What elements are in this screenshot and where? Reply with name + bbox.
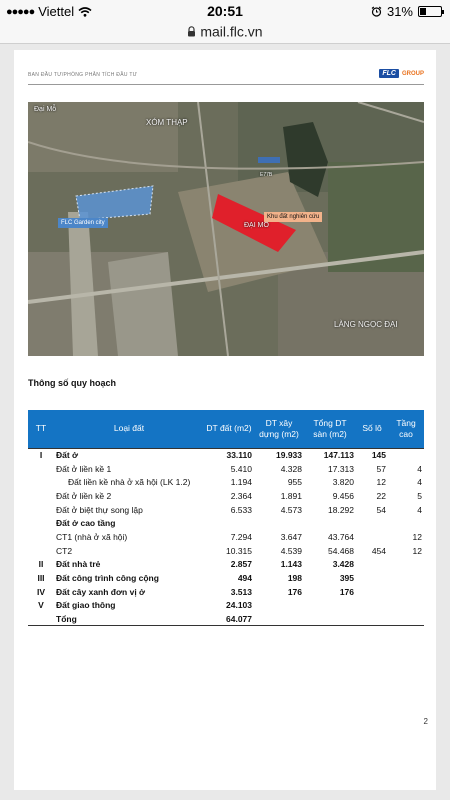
map-label-lang-ngoc-dai: LÀNG NGỌC ĐẠI: [334, 320, 398, 329]
table-cell-tang: [388, 571, 424, 585]
table-cell-tt: II: [38, 559, 44, 570]
table-cell-lo: 22: [376, 490, 386, 501]
planning-table: [28, 410, 424, 626]
table-cell-name: Đất ở liền kề 1: [56, 463, 112, 474]
col-header-dt-dat: DT đất (m2): [204, 410, 254, 448]
table-cell-san: [304, 599, 356, 613]
table-header-row: [28, 410, 424, 448]
table-row: [28, 448, 424, 462]
table-cell-dt: [204, 516, 254, 530]
table-cell-lo: [356, 558, 388, 572]
table-cell-dt: 2.364: [230, 490, 252, 501]
table-cell-tang: 12: [412, 531, 422, 542]
table-cell-tt: [28, 612, 54, 626]
table-cell-dt: 494: [237, 573, 252, 584]
table-cell-dt: 6.533: [230, 504, 252, 515]
table-cell-lo: 454: [371, 545, 386, 556]
table-cell-name: Đất liền kề nhà ở xã hội (LK 1.2): [68, 477, 191, 488]
table-cell-lo: [356, 516, 388, 530]
table-cell-dt: 2.857: [230, 559, 252, 570]
table-cell-xd: 4.539: [280, 545, 302, 556]
map-label-dai-mo: Đại Mỗ: [34, 106, 57, 113]
table-cell-san: [304, 612, 356, 626]
table-cell-san: 395: [339, 573, 354, 584]
table-cell-san: 3.820: [332, 477, 354, 488]
address-bar[interactable]: [0, 22, 450, 44]
battery-icon: [418, 6, 442, 17]
table-cell-name: Tổng: [54, 612, 204, 626]
url-text: mail.flc.vn: [200, 23, 263, 40]
table-cell-tang: [388, 516, 424, 530]
status-bar: [0, 0, 450, 22]
table-cell-dt: 1.194: [230, 477, 252, 488]
table-cell-lo: 12: [376, 477, 386, 488]
table-cell-lo: [356, 571, 388, 585]
logo-mark: FLC: [379, 69, 399, 78]
table-cell-san: 17.313: [328, 463, 354, 474]
table-cell-dt: 24.103: [226, 600, 252, 611]
table-cell-dt: 10.315: [226, 545, 252, 556]
table-cell-tang: 4: [417, 477, 422, 488]
table-cell-name: Đất nhà trẻ: [56, 559, 101, 570]
table-row: [28, 489, 424, 503]
study-area-tag: Khu đất nghiên cứu: [264, 212, 322, 222]
map-label-dai-mo-center: ĐẠI MỖ: [244, 222, 269, 229]
page-number: 2: [423, 717, 428, 726]
section-title: Thông số quy hoạch: [28, 378, 116, 388]
table-cell-tt: V: [38, 600, 44, 611]
document-page: [14, 50, 436, 790]
table-cell-lo: [356, 585, 388, 599]
table-cell-lo: [356, 612, 388, 626]
table-cell-name: Đất cây xanh đơn vị ở: [56, 586, 146, 597]
table-cell-tt: [28, 462, 54, 476]
table-cell-dt: 3.513: [230, 586, 252, 597]
table-row: [28, 612, 424, 626]
table-row: [28, 571, 424, 585]
header-divider: [28, 84, 424, 85]
table-cell-tt: [28, 489, 54, 503]
table-cell-xd: 4.573: [280, 504, 302, 515]
table-cell-lo: 145: [356, 448, 388, 462]
table-cell-san: 43.764: [328, 531, 354, 542]
table-cell-lo: 54: [376, 504, 386, 515]
table-cell-san: 54.468: [328, 545, 354, 556]
table-cell-san: 3.428: [332, 559, 354, 570]
flc-logo: [379, 69, 424, 78]
document-header: BAN ĐẦU TƯ/PHÒNG PHÂN TÍCH ĐẦU TƯ: [28, 72, 138, 78]
battery-percent: 31%: [386, 4, 413, 19]
table-cell-lo: 57: [376, 463, 386, 474]
table-cell-tt: [28, 544, 54, 558]
table-cell-tang: 5: [417, 490, 422, 501]
table-cell-tt: [28, 530, 54, 544]
table-cell-tt: [28, 516, 54, 530]
table-cell-tt: [28, 475, 54, 489]
col-header-so-lo: Số lô: [356, 410, 388, 448]
table-cell-name: Đất ở cao tầng: [56, 518, 116, 529]
table-cell-tang: 4: [417, 463, 422, 474]
table-cell-tt: III: [37, 573, 45, 584]
table-cell-name: Đất ở biệt thự song lập: [56, 504, 143, 515]
table-row: [28, 503, 424, 517]
table-cell-xd: 198: [287, 573, 302, 584]
table-cell-dt: 7.294: [230, 531, 252, 542]
table-row: [28, 558, 424, 572]
col-header-dt-xay-dung: DT xây dựng (m2): [254, 410, 304, 448]
col-header-tang-cao: Tầng cao: [388, 410, 424, 448]
flc-garden-city-tag: FLC Garden city: [58, 218, 108, 228]
table-cell-xd: [254, 599, 304, 613]
table-cell-xd: 4.328: [280, 463, 302, 474]
lock-icon: [187, 26, 196, 37]
table-cell-xd: [254, 516, 304, 530]
table-cell-name: CT1 (nhà ở xã hội): [56, 531, 128, 542]
table-cell-san: 176: [339, 586, 354, 597]
logo-group-text: GROUP: [401, 70, 424, 77]
table-cell-tt: I: [28, 448, 54, 462]
table-cell-xd: 1.891: [280, 490, 302, 501]
table-cell-name: CT2: [56, 545, 73, 556]
satellite-map: [28, 102, 424, 356]
alarm-icon: [371, 6, 382, 17]
table-cell-name: Đất ở liền kề 2: [56, 490, 112, 501]
table-row: [28, 516, 424, 530]
table-cell-tang: [388, 612, 424, 626]
table-row: [28, 530, 424, 544]
table-cell-tang: 12: [412, 545, 422, 556]
table-cell-san: [304, 516, 356, 530]
table-cell-tt: [28, 503, 54, 517]
table-cell-name: Đất công trình công cộng: [56, 573, 159, 584]
table-cell-lo: [356, 599, 388, 613]
signal-icon: ●●●●●: [6, 5, 35, 18]
table-cell-name: Đất giao thông: [56, 600, 116, 611]
table-row: [28, 599, 424, 613]
table-cell-lo: [356, 530, 388, 544]
table-cell-xd: [254, 612, 304, 626]
table-row: [28, 475, 424, 489]
table-cell-tt: IV: [36, 586, 46, 597]
table-row: [28, 544, 424, 558]
table-cell-dt: 64.077: [204, 612, 254, 626]
table-cell-tang: [388, 585, 424, 599]
carrier-label: Viettel: [38, 4, 75, 19]
table-cell-san: 147.113: [304, 448, 356, 462]
table-cell-dt: 33.110: [204, 448, 254, 462]
table-cell-tang: [388, 599, 424, 613]
table-cell-xd: 19.933: [254, 448, 304, 462]
table-cell-san: 18.292: [328, 504, 354, 515]
table-cell-name: Đất ở: [54, 448, 204, 462]
table-row: [28, 585, 424, 599]
clock: 20:51: [207, 3, 243, 19]
table-cell-tang: [388, 558, 424, 572]
table-cell-xd: 955: [287, 477, 302, 488]
map-label-road: E77B: [260, 172, 273, 178]
table-cell-tang: 4: [417, 504, 422, 515]
table-row: [28, 462, 424, 476]
table-cell-xd: 176: [287, 586, 302, 597]
col-header-tt: TT: [28, 410, 54, 448]
map-imagery: [28, 102, 424, 356]
table-cell-xd: 3.647: [280, 531, 302, 542]
table-cell-san: 9.456: [332, 490, 354, 501]
table-cell-dt: 5.410: [230, 463, 252, 474]
table-cell-tang: [388, 448, 424, 462]
col-header-tong-dt-san: Tổng DT sàn (m2): [304, 410, 356, 448]
col-header-loai-dat: Loại đất: [54, 410, 204, 448]
table-cell-xd: 1.143: [280, 559, 302, 570]
map-label-xom-thap: XÓM THẠP: [146, 118, 188, 127]
